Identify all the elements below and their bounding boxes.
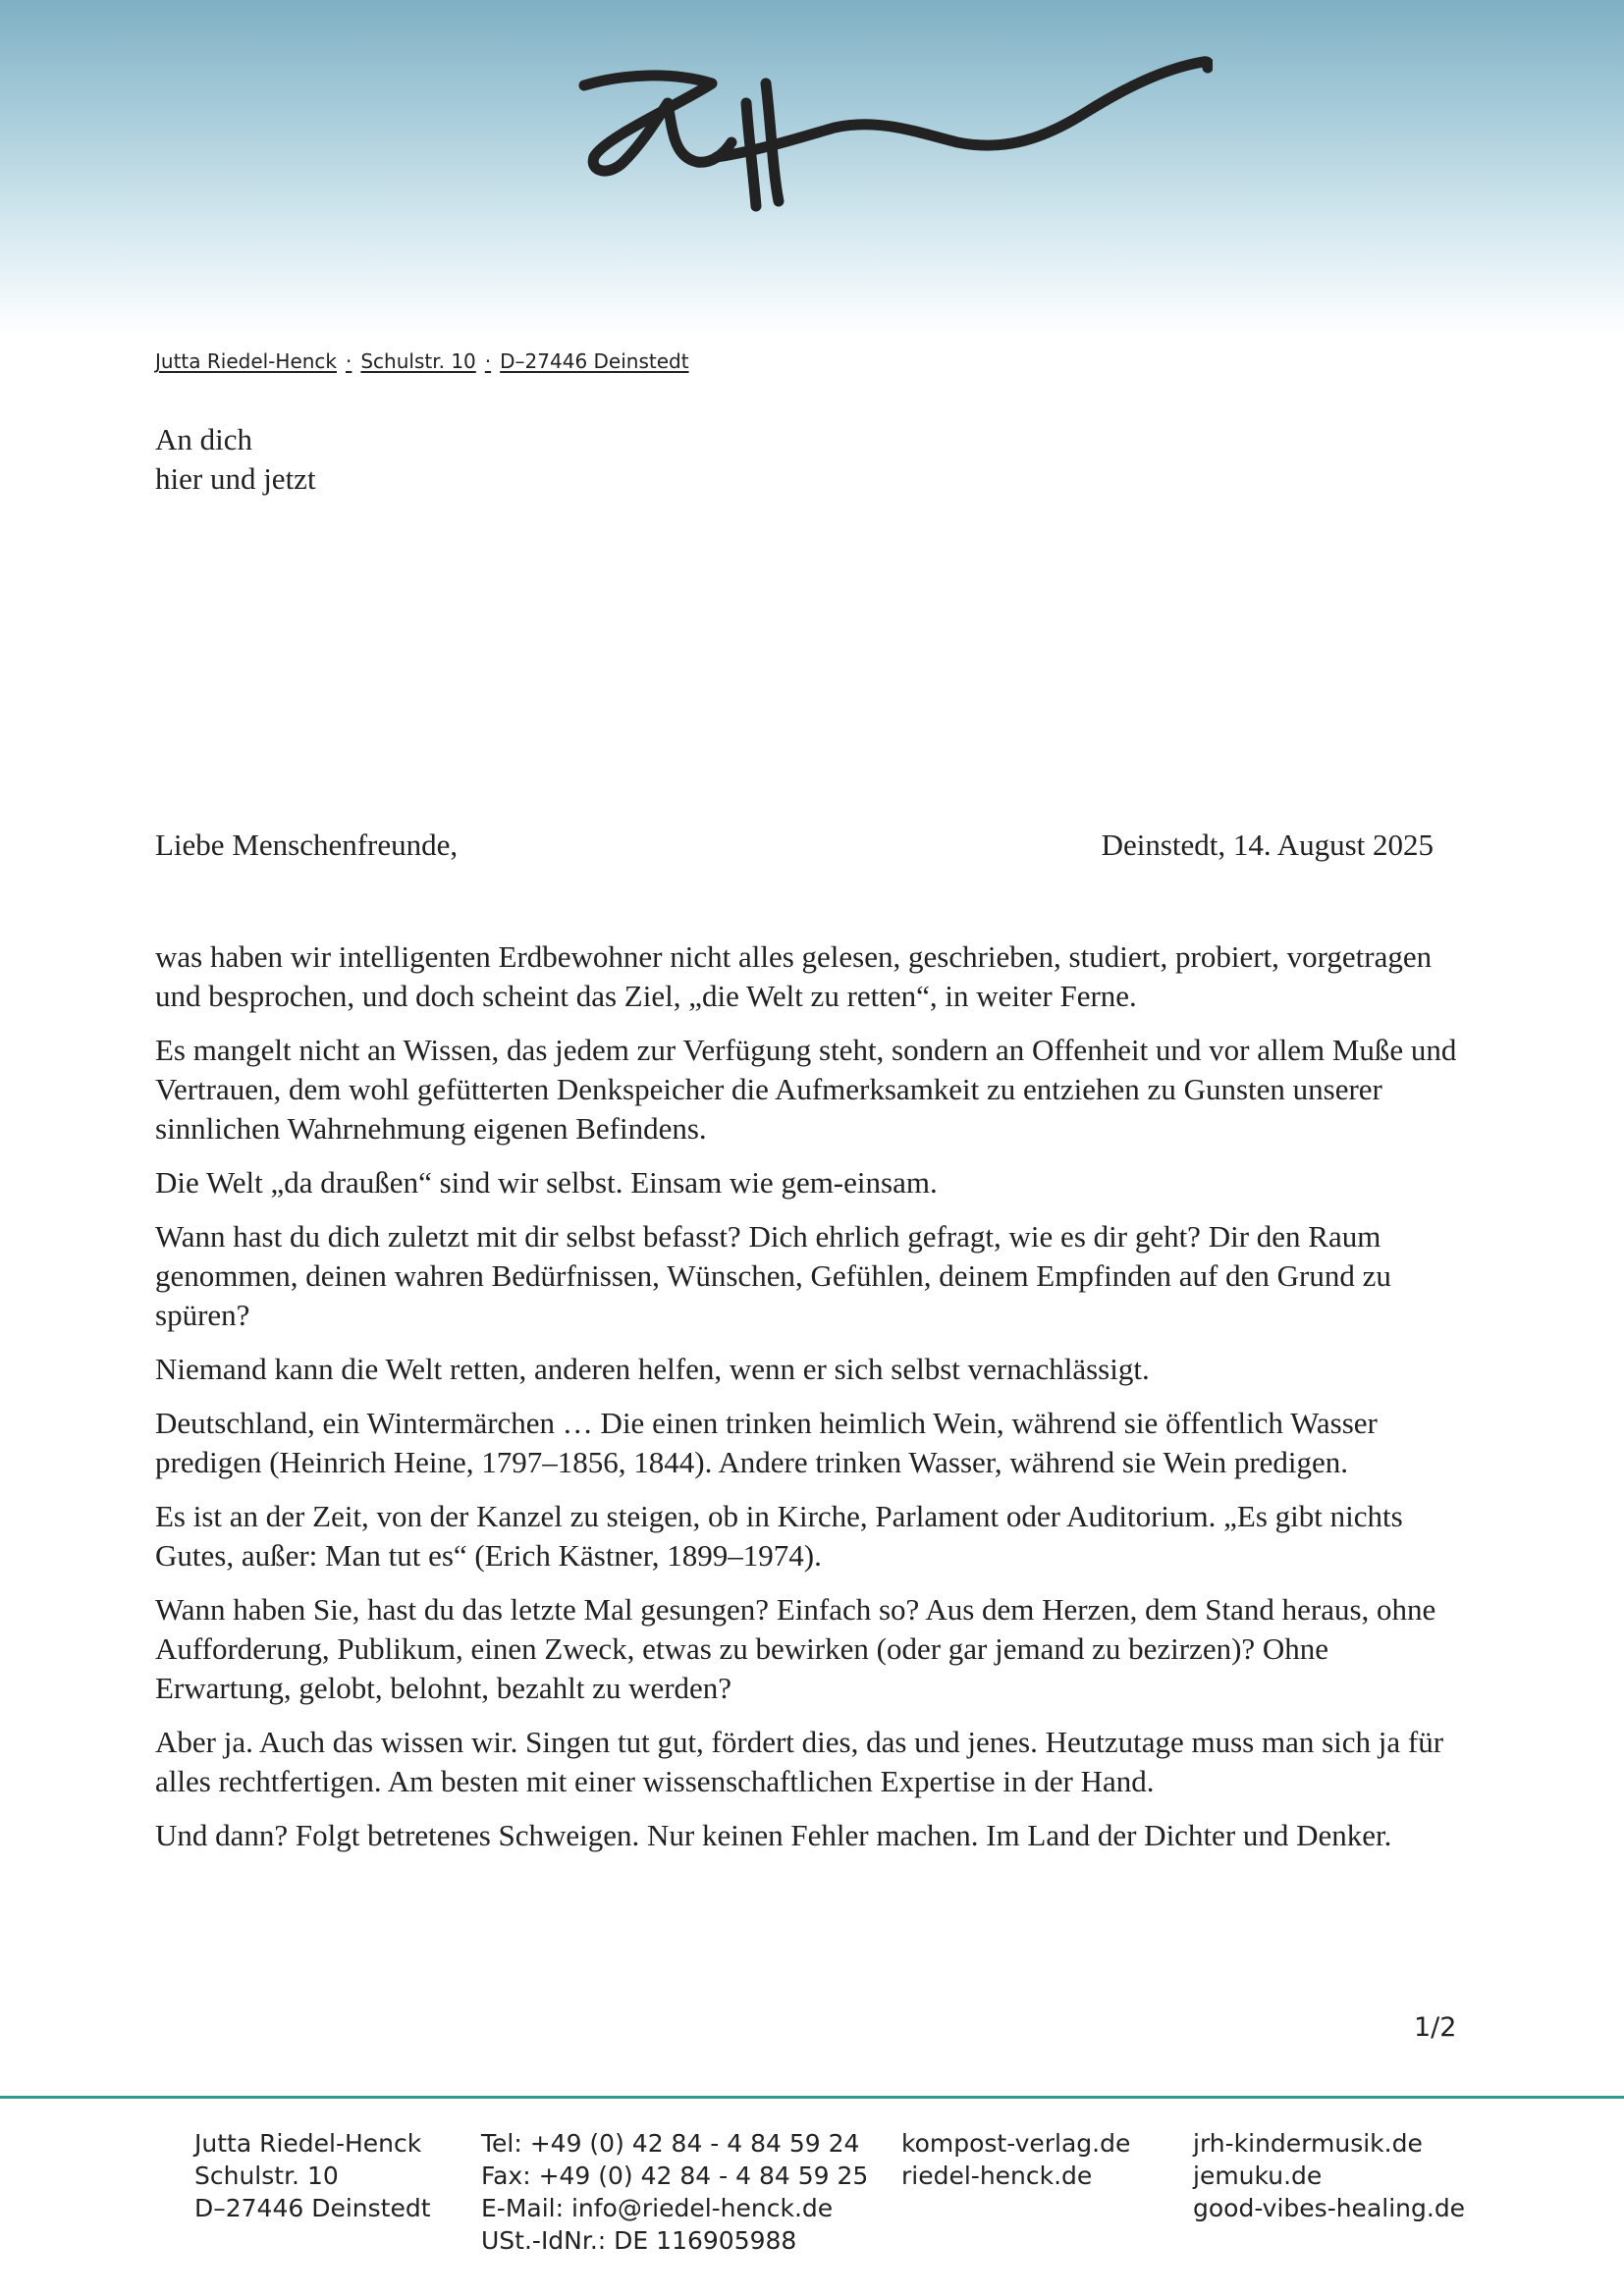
body-paragraph: was haben wir intelligenten Erdbewohner nicht alles gelesen, geschrieben, studiert, probiert, vorgetragen und besprochen, und doch scheint das Ziel, „die Welt zu retten“, in weiter Ferne. (155, 939, 1433, 1013)
footer-divider (0, 2096, 1624, 2099)
body-paragraph: Und dann? Folgt betretenes Schweigen. Nur keinen Fehler machen. Im Land der Dichter und Denker. (155, 1818, 1392, 1852)
footer-websites-1 (901, 2127, 1130, 2192)
footer-website-link[interactable]: riedel-henck.de (901, 2162, 1093, 2190)
sender-return-address (155, 349, 689, 373)
salutation: Liebe Menschenfreunde, (155, 828, 459, 862)
footer-address-line: Jutta Riedel-Henck (194, 2129, 422, 2158)
body-paragraph: Wann haben Sie, hast du das letzte Mal gesungen? Einfach so? Aus dem Herzen, dem Stand heraus, ohne Aufforderung, Publikum, einen Zweck, etwas zu bewirken (oder gar jemand zu bezirzen)? Ohne Erwartung, gelobt, belohnt, bezahlt zu werden? (155, 1592, 1436, 1705)
letter-date: Deinstedt, 14. August 2025 (1101, 828, 1434, 862)
footer-website-link[interactable]: jemuku.de (1193, 2162, 1323, 2190)
handwritten-signature-logo (565, 44, 1213, 221)
body-paragraph: Niemand kann die Welt retten, anderen helfen, wenn er sich selbst vernachlässigt. (155, 1352, 1150, 1386)
footer-website-link[interactable]: kompost-verlag.de (901, 2129, 1131, 2158)
footer-vat-id: USt.-IdNr.: DE 116905988 (481, 2226, 797, 2255)
recipient-line-1: An dich (155, 422, 253, 456)
footer-website-link[interactable]: jrh-kindermusik.de (1193, 2129, 1423, 2158)
body-paragraph: Wann hast du dich zuletzt mit dir selbst befasst? Dich ehrlich gefragt, wie es dir geht? Dir den Raum genommen, deinen wahren Bedürfnissen, Wünschen, Gefühlen, deinem Empfinden auf den Grund zu spüren? (155, 1219, 1391, 1332)
footer-email[interactable]: E-Mail: info@riedel-henck.de (481, 2194, 834, 2222)
footer-address (194, 2127, 431, 2224)
body-paragraph: Es ist an der Zeit, von der Kanzel zu steigen, ob in Kirche, Parlament oder Auditorium. „Es gibt nichts Gutes, außer: Man tut es“ (Erich Kästner, 1899–1974). (155, 1499, 1403, 1573)
body-paragraph: Aber ja. Auch das wissen wir. Singen tut gut, fördert dies, das und jenes. Heutzutage muss man sich ja für alles rechtfertigen. Am besten mit einer wissenschaftlichen Expertise in der Hand. (155, 1725, 1444, 1798)
footer-address-line: Schulstr. 10 (194, 2162, 339, 2190)
letter-body (155, 937, 1461, 1870)
footer-fax: Fax: +49 (0) 42 84 - 4 84 59 25 (481, 2162, 869, 2190)
page-number: 1/2 (1414, 2012, 1457, 2043)
footer-website-link[interactable]: good-vibes-healing.de (1193, 2194, 1466, 2222)
footer-contact (481, 2127, 868, 2257)
sender-street: Schulstr. 10 (360, 349, 476, 373)
body-paragraph: Es mangelt nicht an Wissen, das jedem zur Verfügung steht, sondern an Offenheit und vor allem Muße und Vertrauen, dem wohl gefütterten Denkspeicher die Aufmerksamkeit zu entziehen zu Gunsten unserer sinnlichen Wahrnehmung eigenen Befindens. (155, 1033, 1457, 1146)
recipient-line-2: hier und jetzt (155, 461, 316, 496)
footer-phone: Tel: +49 (0) 42 84 - 4 84 59 24 (481, 2129, 860, 2158)
recipient-address (155, 420, 316, 499)
body-paragraph: Die Welt „da draußen“ sind wir selbst. Einsam wie gem-einsam. (155, 1165, 938, 1200)
sender-name: Jutta Riedel-Henck (155, 349, 337, 373)
sender-city: D–27446 Deinstedt (500, 349, 689, 373)
separator-dot: · (484, 349, 492, 373)
footer-address-line: D–27446 Deinstedt (194, 2194, 431, 2222)
footer-websites-2 (1193, 2127, 1465, 2224)
body-paragraph: Deutschland, ein Wintermärchen … Die einen trinken heimlich Wein, während sie öffentlich Wasser predigen (Heinrich Heine, 1797–1856, 1844). Andere trinken Wasser, während sie Wein predigen. (155, 1406, 1378, 1479)
separator-dot: · (346, 349, 352, 373)
